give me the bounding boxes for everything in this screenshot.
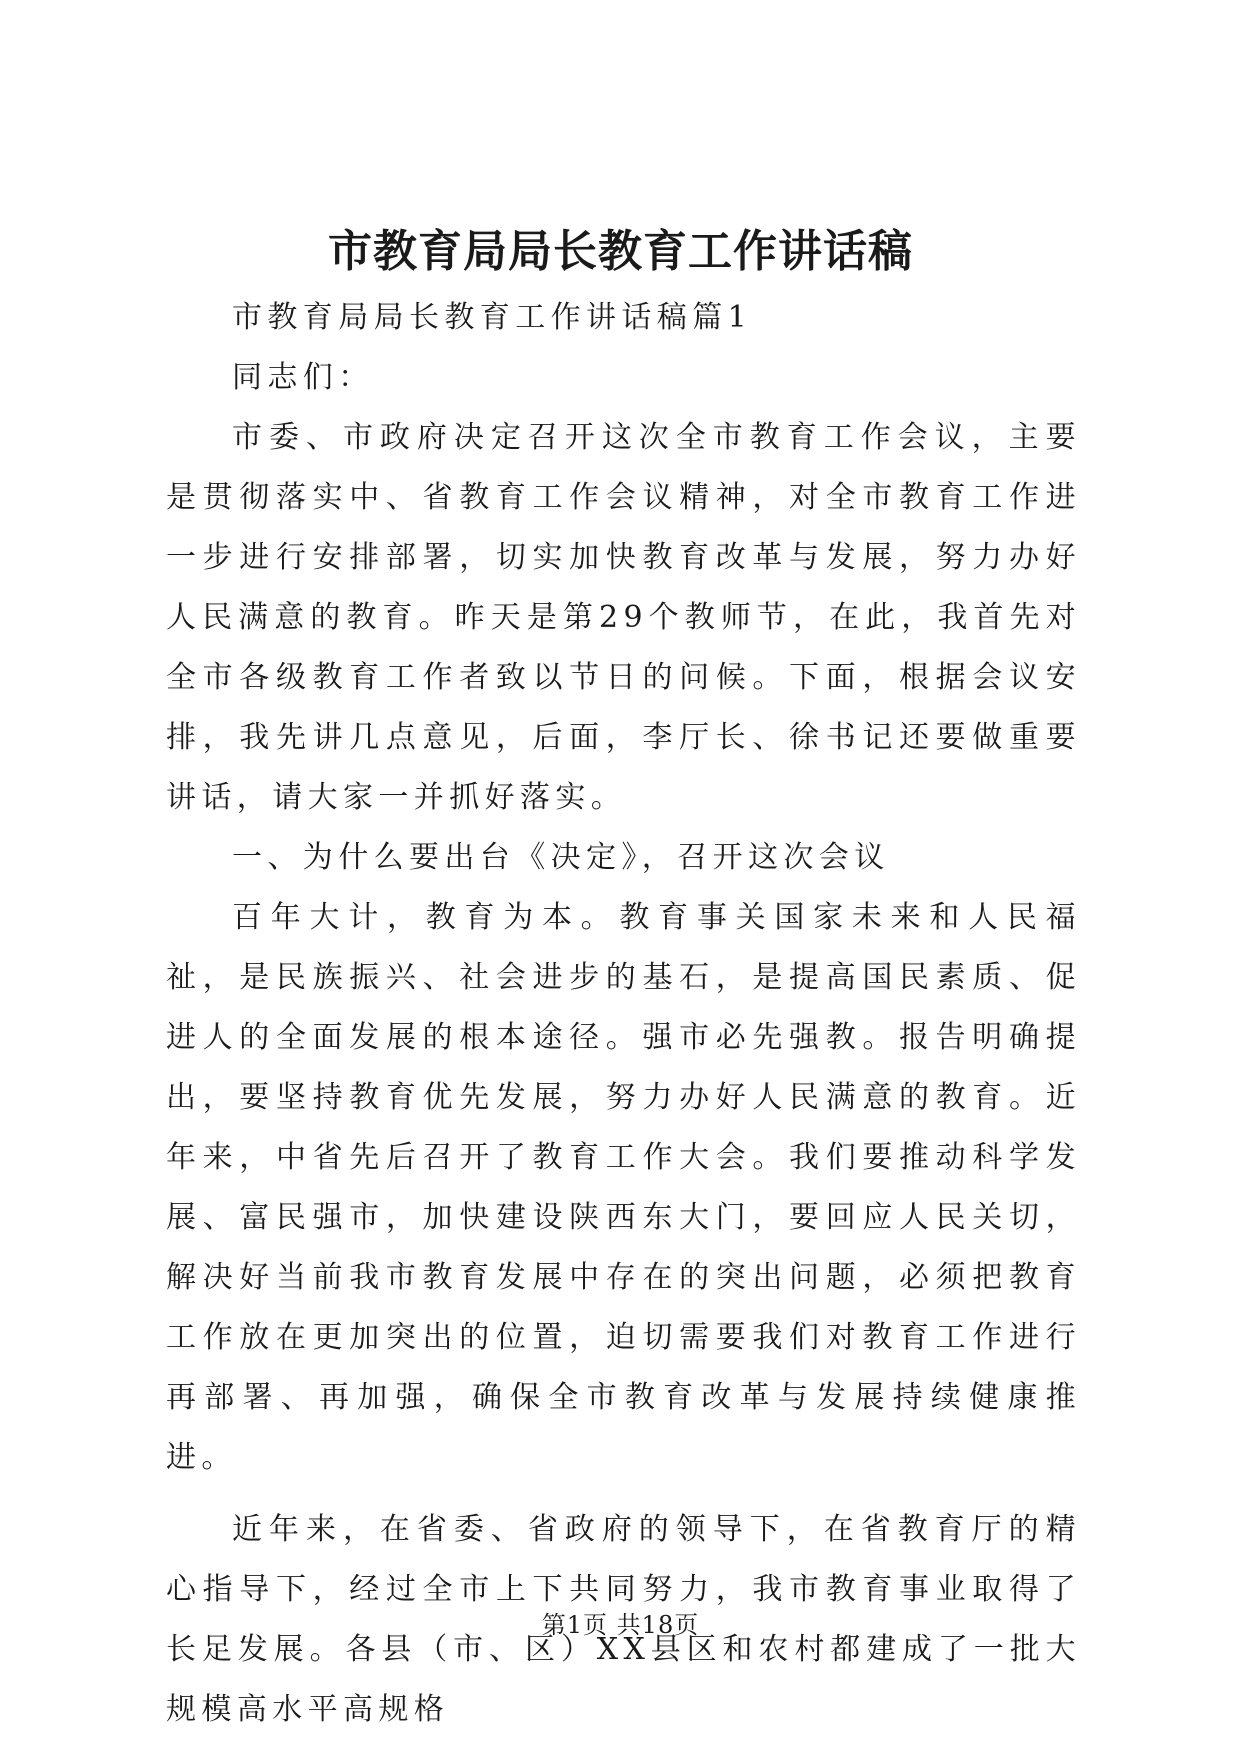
document-body (166, 288, 1081, 1740)
body-paragraph: 近年来，在省委、省政府的领导下，在省教育厅的精心指导下，经过全市上下共同努力，我市教育事业取得了长足发展。各县（市、区）XX县区和农村都建成了一批大规模高水平高规格 (166, 1512, 1081, 1727)
section-heading: 一、为什么要出台《决定》，召开这次会议 (232, 840, 890, 875)
intro-paragraph: 市委、市政府决定召开这次全市教育工作会议，主要是贯彻落实中、省教育工作会议精神，对全市教育工作进一步进行安排部署，切实加快教育改革与发展，努力办好人民满意的教育。昨天是第29个教师节，在此，我首先对全市各级教育工作者致以节日的问候。下面，根据会议安排，我先讲几点意见，后面，李厅长、徐书记还要做重要讲话，请大家一并抓好落实。 (166, 420, 1081, 815)
salutation-paragraph: 同志们： (232, 360, 374, 395)
paragraph-gap (166, 1488, 1081, 1500)
page-number-footer: 第1页 共18页 (541, 1611, 700, 1639)
body-paragraph: 百年大计，教育为本。教育事关国家未来和人民福祉，是民族振兴、社会进步的基石，是提高国民素质、促进人的全面发展的根本途径。强市必先强教。报告明确提出，要坚持教育优先发展，努力办好人民满意的教育。近年来，中省先后召开了教育工作大会。我们要推动科学发展、富民强市，加快建设陕西东大门，要回应人民关切，解决好当前我市教育发展中存在的突出问题，必须把教育工作放在更加突出的位置，迫切需要我们对教育工作进行再部署、再加强，确保全市教育改革与发展持续健康推进。 (166, 900, 1081, 1475)
subtitle-paragraph: 市教育局局长教育工作讲话稿篇1 (232, 300, 753, 335)
document-title: 市教育局局长教育工作讲话稿 (328, 226, 913, 277)
